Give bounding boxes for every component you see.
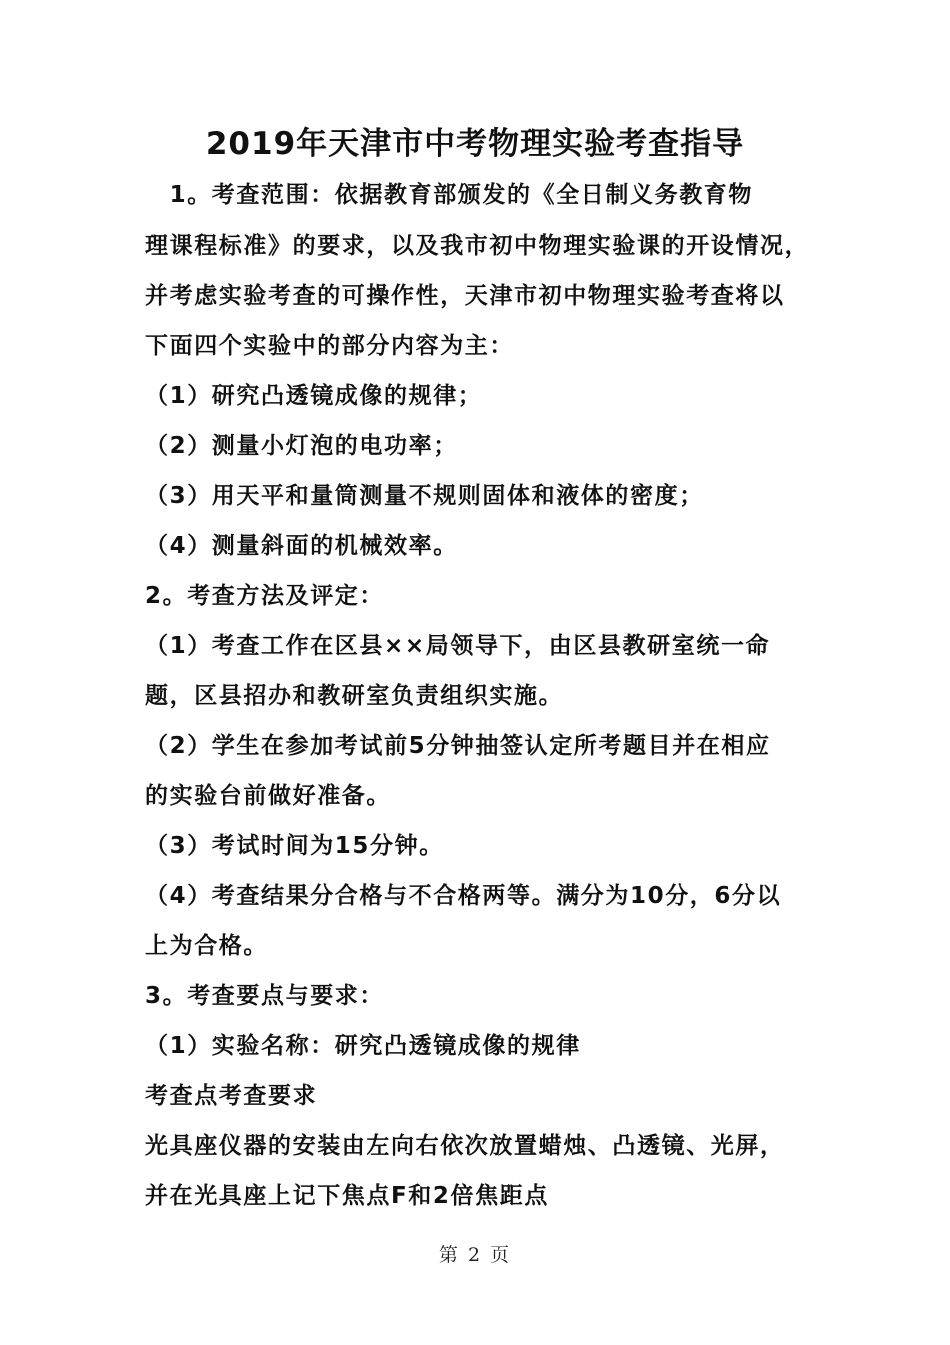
section-heading: 3。考查要点与要求： [145,983,385,1009]
text-line: （1）研究凸透镜成像的规律； [145,383,483,409]
text-line: （1）实验名称：研究凸透镜成像的规律 [145,1033,581,1059]
text-line: 题，区县招办和教研室负责组织实施。 [145,683,564,709]
text-line: 上为合格。 [145,933,268,959]
text-line: 的实验台前做好准备。 [145,783,391,809]
text-line: 光具座仪器的安装由左向右依次放置蜡烛、凸透镜、光屏， [145,1133,785,1159]
text-line: （1）考查工作在区县××局领导下，由区县教研室统一命 [145,633,771,659]
text-line: 并考虑实验考查的可操作性，天津市初中物理实验考查将以 [145,283,785,309]
text-line: 理课程标准》的要求，以及我市初中物理实验课的开设情况， [145,233,810,259]
section-heading: 2。考查方法及评定： [145,583,385,609]
text-line: （3）用天平和量筒测量不规则固体和液体的密度； [145,483,704,509]
text-line: （4）考查结果分合格与不合格两等。满分为10分，6分以 [145,883,782,909]
text-line: 考查点考查要求 [145,1083,318,1109]
text-line: 下面四个实验中的部分内容为主： [145,333,514,359]
document-title: 2019年天津市中考物理实验考查指导 [205,126,745,162]
text-line: 1。考查范围：依据教育部颁发的《全日制义务教育物 [145,182,754,208]
text-line: （2）学生在参加考试前5分钟抽签认定所考题目并在相应 [145,733,771,759]
text-line: （4）测量斜面的机械效率。 [145,533,458,559]
text-line: 并在光具座上记下焦点F和2倍焦距点 [145,1183,549,1209]
text-line: （2）测量小灯泡的电功率； [145,433,458,459]
page-number: 第 2 页 [438,1244,512,1266]
text-line: （3）考试时间为15分钟。 [145,833,444,859]
